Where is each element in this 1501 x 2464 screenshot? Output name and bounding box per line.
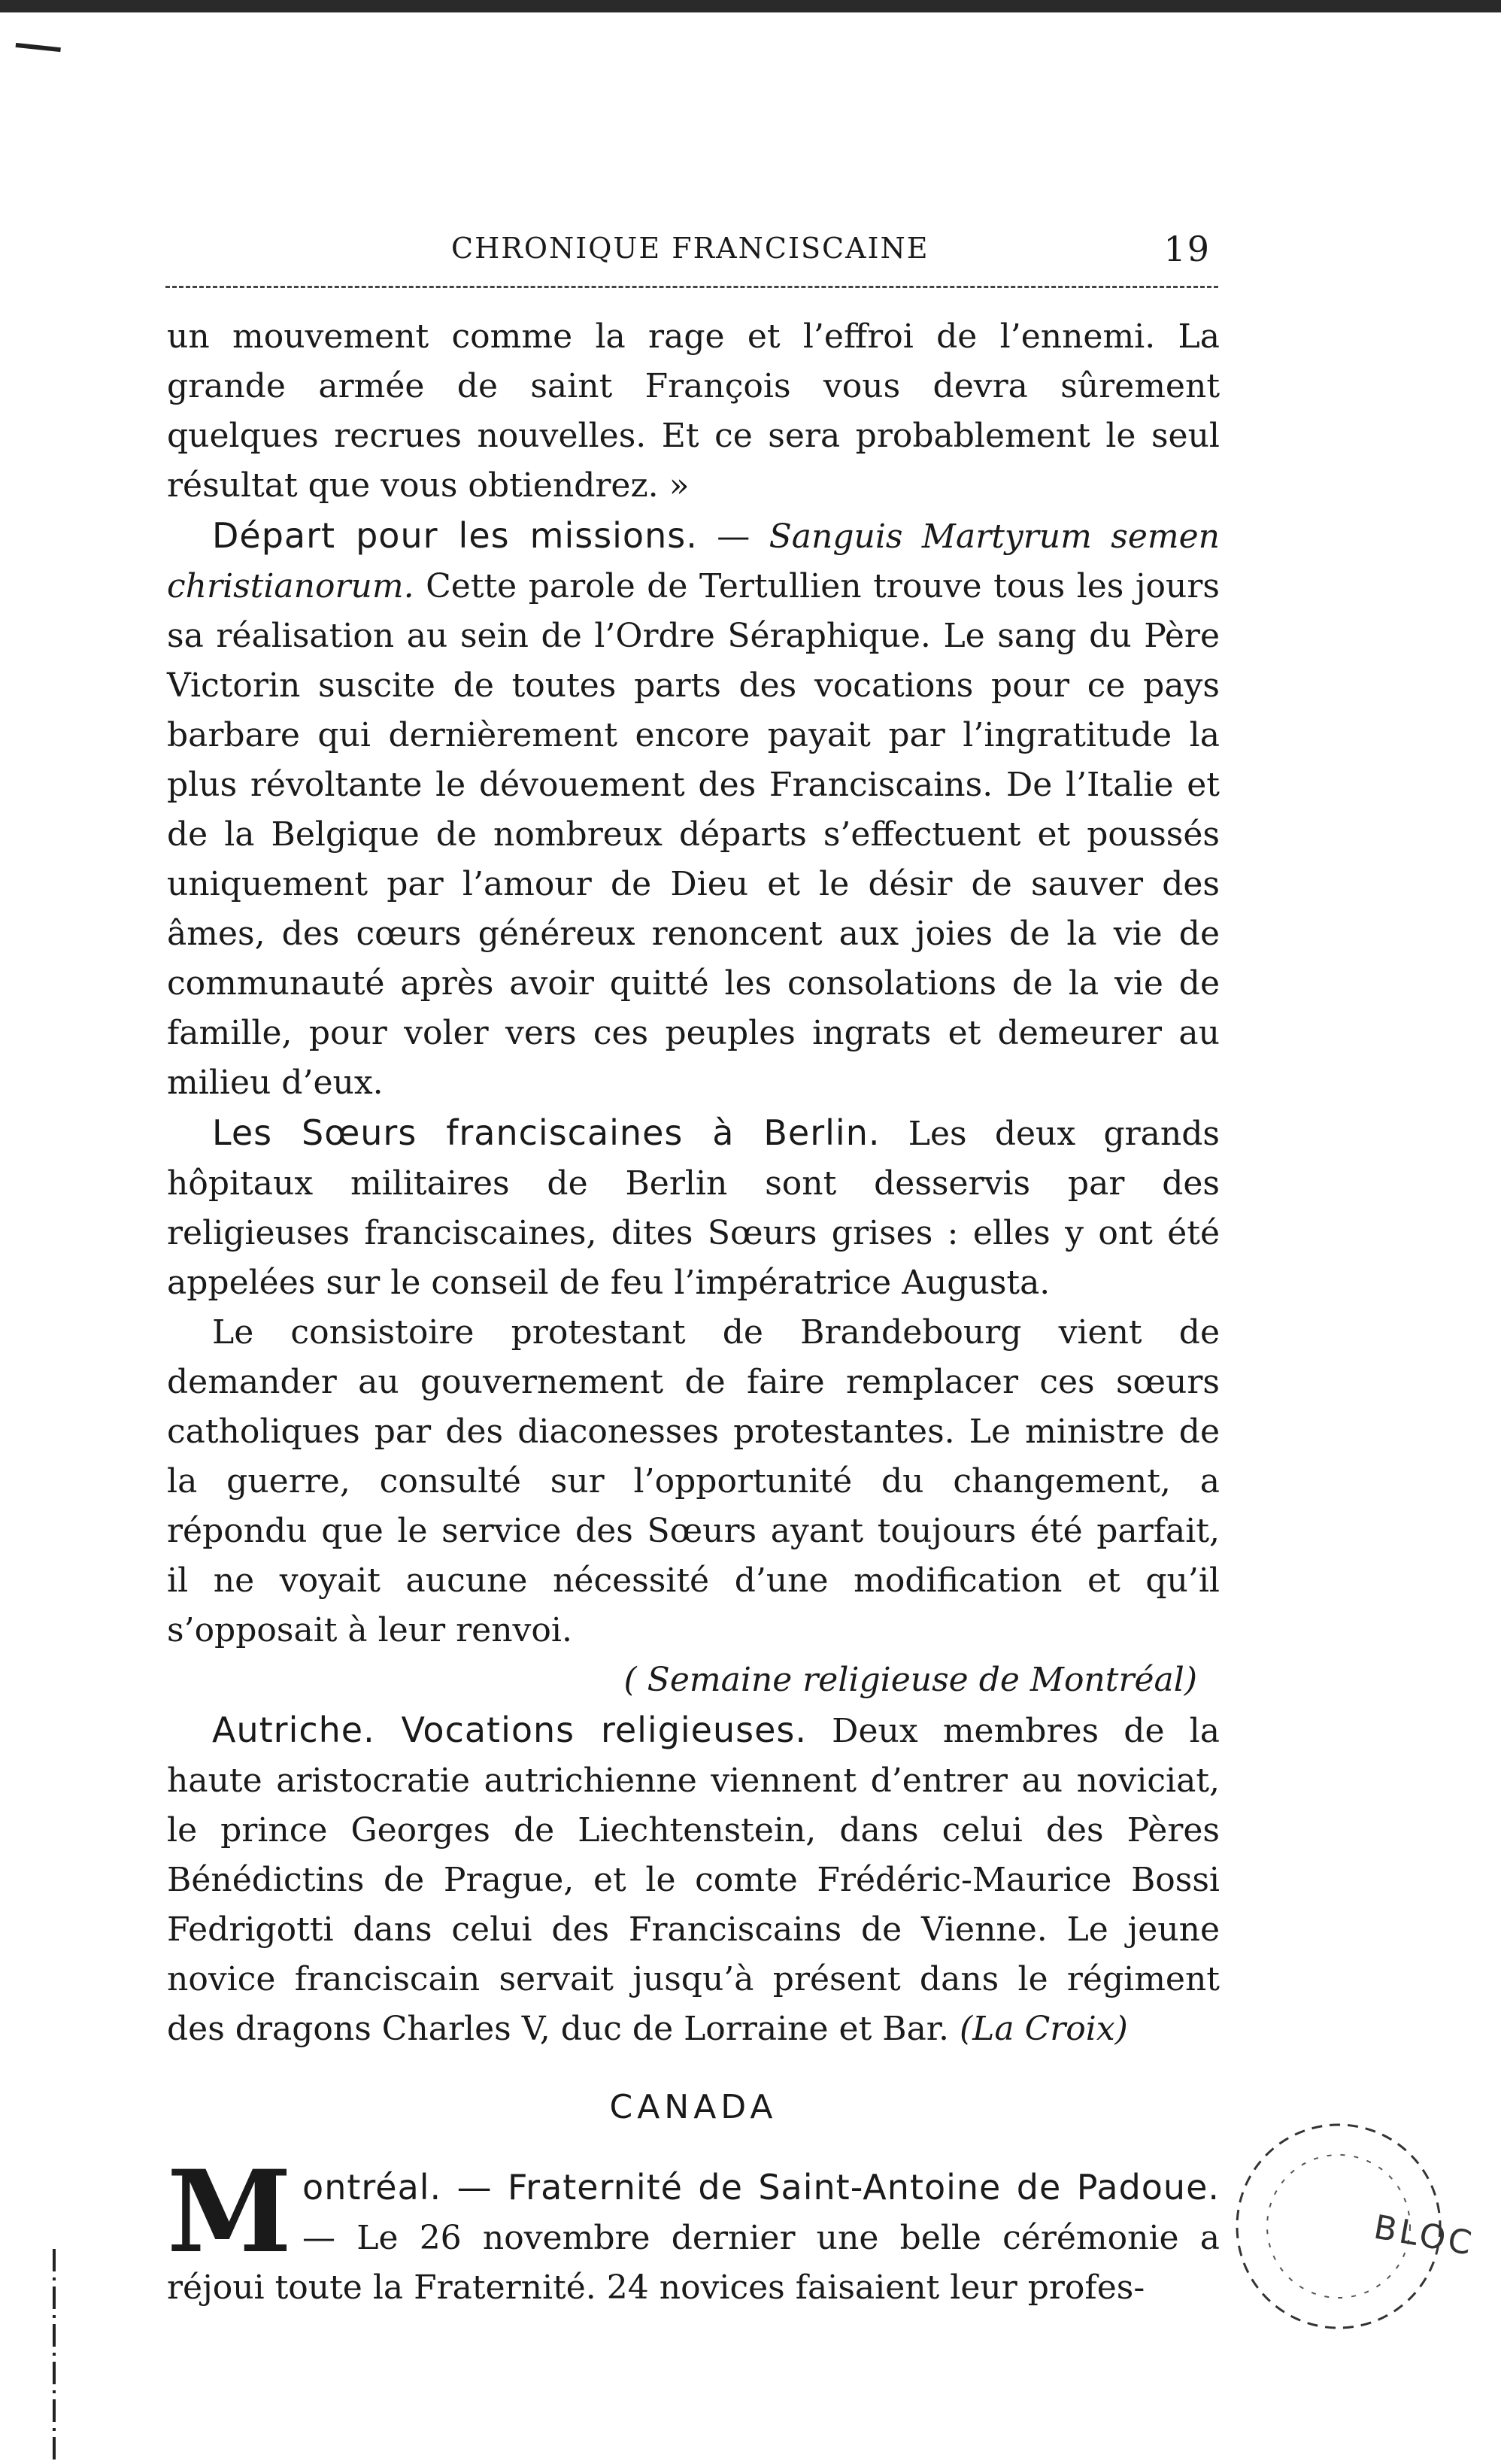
missions-text: Cette parole de Tertullien trouve tous les jours sa réalisation au sein de l’Ordre Séraphique. Le sang du Père Victorin suscite de toutes parts des vocations pour ce pays barbare qui dernièrement encore payait par l’ingratitude la plus révoltante le dévouement des Franciscains. De l’Italie et de la Belgique de nombreux départs s’effectuent et poussés uniquement par l’amour de Dieu et le désir de sauver des âmes, des cœurs généreux renoncent aux joies de la vie de communauté après avoir quitté les consolations de la vie de famille, pour voler vers ces peuples ingrats et demeurer au milieu d’eux. <box>167 567 1220 1102</box>
paragraph-montreal <box>167 2146 1220 2313</box>
library-stamp <box>1196 2098 1478 2347</box>
paragraph-continuation: un mouvement comme la rage et l’effroi de l’ennemi. La grande armée de saint François vous devra sûrement quelques recrues nouvelles. Et ce sera probablement le seul résultat que vous obtiendrez. » <box>167 317 1220 505</box>
austria-text: Deux membres de la haute aristocratie autrichienne viennent d’entrer au noviciat, le prince Georges de Liechtenstein, dans celui des Pères Bénédictins de Prague, et le comte Frédéric-Maurice Bossi Fedrigotti dans celui des Franciscains de Vienne. Le jeune novice franciscain servait jusqu’à présent dans le régiment des dragons Charles V, duc de Lorraine et Bar. <box>167 1712 1220 2048</box>
latin-quote: Sanguis Martyrum semen christianorum. <box>167 517 1220 605</box>
page-body <box>167 312 1220 2313</box>
page-number: 19 <box>1163 229 1211 269</box>
heading-departures: Départ pour les missions. <box>212 515 698 556</box>
paragraph-berlin <box>167 1108 1220 1308</box>
paragraph-missions <box>167 511 1220 1108</box>
dash: — <box>697 517 769 556</box>
berlin-text: Les deux grands hôpitaux militaires de Berlin sont desservis par des religieuses franciscaines, dites Sœurs grises : elles y ont été appelées sur le conseil de feu l’impératrice Augusta. <box>167 1115 1220 1302</box>
page-top-edge <box>0 0 1501 23</box>
montreal-text: — Le 26 novembre dernier une belle cérémonie a réjoui toute la Fraternité. 24 novices faisaient leur profes- <box>167 2219 1220 2307</box>
header-rule <box>165 286 1218 288</box>
stamp-text: BLOC <box>1371 2208 1478 2264</box>
page-header <box>451 226 1211 271</box>
section-heading-canada: CANADA <box>609 2088 778 2126</box>
heading-berlin: Les Sœurs franciscaines à Berlin. <box>212 1112 881 1153</box>
heading-montreal: ontréal. — Fraternité de Saint-Antoine de Padoue. <box>302 2167 1220 2208</box>
heading-austria: Autriche. Vocations religieuses. <box>212 1710 807 1750</box>
paragraph-consistory: Le consistoire protestant de Brandebourg vient de demander au gouvernement de faire remplacer ces sœurs catholiques par des diaconesses protestantes. Le ministre de la guerre, consulté sur l’opportunité du changement, a répondu que le service des Sœurs ayant toujours été parfait, il ne voyait aucune nécessité d’une modification et qu’il s’opposait à leur renvoi. <box>167 1313 1220 1649</box>
scan-mark <box>14 43 61 62</box>
running-title: CHRONIQUE FRANCISCAINE <box>451 232 929 265</box>
margin-mark <box>47 2249 62 2464</box>
drop-cap: M <box>167 2146 293 2278</box>
citation-la-croix: (La Croix) <box>960 2010 1128 2048</box>
paragraph-austria <box>167 1705 1220 2054</box>
citation-semaine: ( Semaine religieuse de Montréal) <box>623 1661 1197 1699</box>
